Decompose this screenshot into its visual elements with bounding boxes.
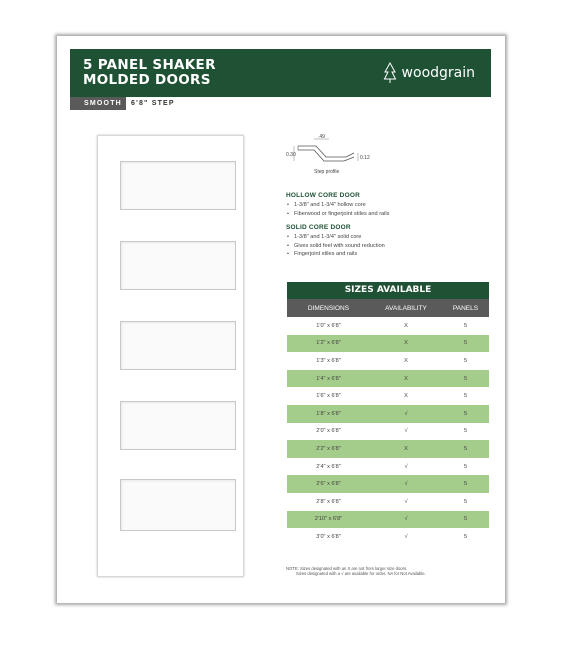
cell-dimension: 2'6" x 6'8" <box>316 481 341 488</box>
footnote-line-2: Sizes designated with a √ are available for order. NA for Not Available. <box>296 571 426 577</box>
cell-availability: X <box>404 322 408 329</box>
specifications <box>286 192 486 265</box>
spec-sheet <box>57 36 505 603</box>
hollow-core-title: HOLLOW CORE DOOR <box>286 192 360 199</box>
title-line-1: 5 PANEL SHAKER <box>83 57 216 73</box>
cell-dimension: 2'0" x 6'8" <box>316 428 341 435</box>
footnote-line-1: NOTE: Sizes designated with an X are not from larger size doors. <box>286 566 408 571</box>
cell-availability: √ <box>404 533 408 540</box>
cell-panels: 5 <box>463 340 468 347</box>
cell-panels: 5 <box>463 516 468 523</box>
cell-panels: 5 <box>463 481 468 488</box>
cell-panels: 5 <box>463 357 468 364</box>
table-row <box>287 511 489 529</box>
cell-dimension: 2'8" x 6'8" <box>316 498 341 505</box>
profile-caption: Step profile <box>314 169 340 175</box>
table-row <box>287 440 489 458</box>
step-profile-diagram <box>284 133 374 178</box>
cell-availability: √ <box>404 428 408 435</box>
cell-dimension: 2'4" x 6'8" <box>316 463 341 470</box>
table-row <box>287 352 489 370</box>
cell-dimension: 1'2" x 6'8" <box>316 340 341 347</box>
title-line-2: MOLDED DOORS <box>83 72 211 88</box>
profile-width-dim: .49 <box>318 134 325 140</box>
tree-icon <box>383 62 397 84</box>
sizes-title: SIZES AVAILABLE <box>287 282 489 299</box>
cell-availability: √ <box>404 410 408 417</box>
cell-availability: X <box>404 445 408 452</box>
cell-panels: 5 <box>463 463 468 470</box>
cell-dimension: 1'8" x 6'8" <box>316 410 341 417</box>
cell-availability: X <box>404 393 408 400</box>
cell-availability: X <box>404 357 408 364</box>
cell-dimension: 1'3" x 6'8" <box>316 357 341 364</box>
cell-dimension: 1'4" x 6'8" <box>316 375 341 382</box>
door-panel <box>120 479 236 531</box>
cell-panels: 5 <box>463 322 468 329</box>
profile-right-dim: 0.12 <box>360 155 370 161</box>
cell-panels: 5 <box>463 428 468 435</box>
cell-dimension: 2'10" x 6'8" <box>314 516 343 523</box>
door-image <box>97 135 244 577</box>
table-row <box>287 423 489 441</box>
brand-name: woodgrain <box>401 65 475 81</box>
profile-left-dim: 0.30 <box>286 152 296 158</box>
page-title <box>83 58 216 88</box>
cell-dimension: 1'6" x 6'8" <box>316 393 341 400</box>
spec-item: • Gives solid feel with sound reduction <box>286 242 486 251</box>
spec-item: • 1-3/8" and 1-3/4" hollow core <box>286 201 486 210</box>
cell-availability: √ <box>404 498 408 505</box>
cell-availability: √ <box>404 481 408 488</box>
cell-availability: X <box>404 340 408 347</box>
solid-core-title: SOLID CORE DOOR <box>286 224 351 232</box>
brand-logo <box>383 62 475 84</box>
footnote <box>286 566 426 576</box>
cell-panels: 5 <box>463 393 468 400</box>
spec-item: • Fiberwood or fingerjoint stiles and rails <box>286 210 486 219</box>
door-panel <box>120 401 236 450</box>
cell-dimension: 2'2" x 6'8" <box>316 445 341 452</box>
door-panel <box>120 241 236 290</box>
table-row <box>287 493 489 511</box>
table-row <box>287 475 489 493</box>
sizes-header-row <box>287 299 489 317</box>
solid-core-list <box>286 233 486 259</box>
step-label: 6'8" STEP <box>131 100 175 107</box>
spec-item: • Fingerjoint stiles and rails <box>286 250 486 259</box>
spec-item: • 1-3/8" and 1-3/4" solid core <box>286 233 486 242</box>
cell-dimension: 1'0" x 6'8" <box>316 322 341 329</box>
door-panel <box>120 321 236 370</box>
cell-dimension: 3'0" x 6'8" <box>316 533 341 540</box>
sizes-body <box>287 317 489 546</box>
cell-panels: 5 <box>463 375 468 382</box>
header-panels: PANELS <box>452 304 479 312</box>
cell-availability: √ <box>404 463 408 470</box>
header-availability: AVAILABILITY <box>385 304 427 312</box>
cell-panels: 5 <box>463 445 468 452</box>
cell-panels: 5 <box>463 533 468 540</box>
header-dimensions: DIMENSIONS <box>307 304 350 312</box>
cell-panels: 5 <box>463 498 468 505</box>
table-row <box>287 528 489 546</box>
table-row <box>287 317 489 335</box>
header-banner <box>70 49 491 97</box>
finish-label: SMOOTH <box>70 97 126 110</box>
door-panel <box>120 161 236 210</box>
table-row <box>287 335 489 353</box>
table-row <box>287 458 489 476</box>
cell-availability: √ <box>404 516 408 523</box>
table-row <box>287 405 489 423</box>
sizes-table <box>287 282 489 546</box>
table-row <box>287 370 489 388</box>
cell-availability: X <box>404 375 408 382</box>
table-row <box>287 387 489 405</box>
hollow-core-list <box>286 201 486 218</box>
finish-bar <box>70 97 175 110</box>
cell-panels: 5 <box>463 410 468 417</box>
